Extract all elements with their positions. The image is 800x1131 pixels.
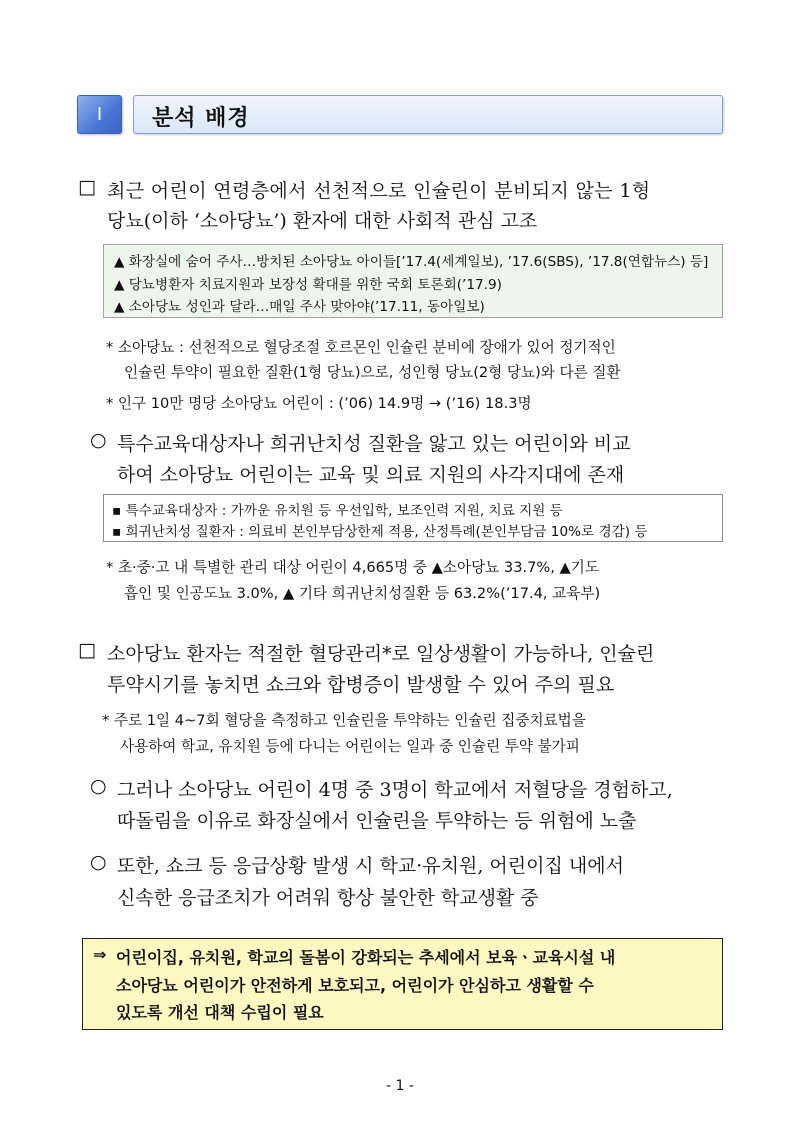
p2-bullet: ○ — [90, 429, 107, 451]
section-number: Ⅰ — [96, 104, 103, 125]
page-number: - 1 - — [386, 1078, 414, 1094]
p2-line1: 특수교육대상자나 희귀난치성 질환을 앓고 있는 어린이와 비교 — [117, 433, 631, 455]
p2-line2: 하여 소아당뇨 어린이는 교육 및 의료 지원의 사각지대에 존재 — [117, 464, 625, 486]
p3-line2: 투약시기를 놓치면 쇼크와 합병증이 발생할 수 있어 주의 필요 — [107, 674, 615, 696]
p1-line1: 최근 어린이 연령층에서 선천적으로 인슐린이 분비되지 않는 1형 — [107, 180, 651, 202]
conclusion-box — [82, 938, 723, 1030]
p1-bullet: □ — [78, 176, 96, 198]
conclusion-arrow: ⇒ — [93, 945, 107, 964]
p4-line2: 따돌림을 이유로 화장실에서 인슐린을 투약하는 등 위험에 노출 — [117, 810, 637, 832]
p1-line2: 당뇨(이하 ‘소아당뇨’) 환자에 대한 사회적 관심 고조 — [107, 210, 538, 232]
note2-line1: * 초·중·고 내 특별한 관리 대상 어린이 4,665명 중 ▲소아당뇨 33.7%, ▲기도 — [106, 559, 599, 576]
section-number-badge — [77, 95, 122, 134]
news-item-1: ▲ 화장실에 숨어 주사…방치된 소아당뇨 아이들[’17.4(세계일보), ’17.6(SBS), ’17.8(연합뉴스) 등] — [114, 254, 709, 270]
news-item-2: ▲ 당뇨병환자 치료지원과 보장성 확대를 위한 국회 토론회(’17.9) — [114, 277, 502, 293]
note1-line2: 인슐린 투약이 필요한 질환(1형 당뇨)으로, 성인형 당뇨(2형 당뇨)와 다른 질환 — [124, 364, 621, 381]
p3-bullet: □ — [78, 639, 96, 661]
support-item-1: ▪ 특수교육대상자 : 가까운 유치원 등 우선입학, 보조인력 지원, 치료 지원 등 — [112, 503, 563, 519]
section-title-box — [133, 95, 723, 134]
note3-line2: 사용하여 학교, 유치원 등에 다니는 어린이는 일과 중 인슐린 투약 불가피 — [120, 738, 580, 755]
p5-bullet: ○ — [90, 851, 107, 873]
note2-line2: 흡인 및 인공도뇨 3.0%, ▲ 기타 희귀난치성질환 등 63.2%(’17.4, 교육부) — [124, 585, 601, 602]
p5-line2: 신속한 응급조치가 어려워 항상 불안한 학교생활 중 — [117, 887, 539, 909]
note3-line1: * 주로 1일 4~7회 혈당을 측정하고 인슐린을 투약하는 인슐린 집중치료법을 — [102, 712, 586, 729]
note1-line3: * 인구 10만 명당 소아당뇨 어린이 : (’06) 14.9명 → (’16) 18.3명 — [106, 395, 532, 412]
conclusion-line2: 소아당뇨 어린이가 안전하게 보호되고, 어린이가 안심하고 생활할 수 — [116, 976, 594, 995]
support-box — [103, 494, 723, 542]
p3-line1: 소아당뇨 환자는 적절한 혈당관리*로 일상생활이 가능하나, 인슐린 — [107, 643, 655, 665]
section-title: 분석 배경 — [152, 106, 250, 131]
conclusion-line1: 어린이집, 유치원, 학교의 돌봄이 강화되는 추세에서 보육ㆍ교육시설 내 — [116, 948, 616, 967]
news-item-3: ▲ 소아당뇨 성인과 달라…매일 주사 맞아야(’17.11, 동아일보) — [114, 299, 485, 315]
p5-line1: 또한, 쇼크 등 응급상황 발생 시 학교·유치원, 어린이집 내에서 — [117, 855, 624, 877]
news-box — [103, 244, 723, 318]
support-item-2: ▪ 희귀난치성 질환자 : 의료비 본인부담상한제 적용, 산정특례(본인부담금 10%로 경감) 등 — [112, 524, 648, 540]
conclusion-line3: 있도록 개선 대책 수립이 필요 — [116, 1003, 324, 1022]
p4-bullet: ○ — [90, 775, 107, 797]
p4-line1: 그러나 소아당뇨 어린이 4명 중 3명이 학교에서 저혈당을 경험하고, — [117, 779, 673, 801]
note1-line1: * 소아당뇨 : 선천적으로 혈당조절 호르몬인 인슐린 분비에 장애가 있어 정기적인 — [106, 339, 616, 356]
